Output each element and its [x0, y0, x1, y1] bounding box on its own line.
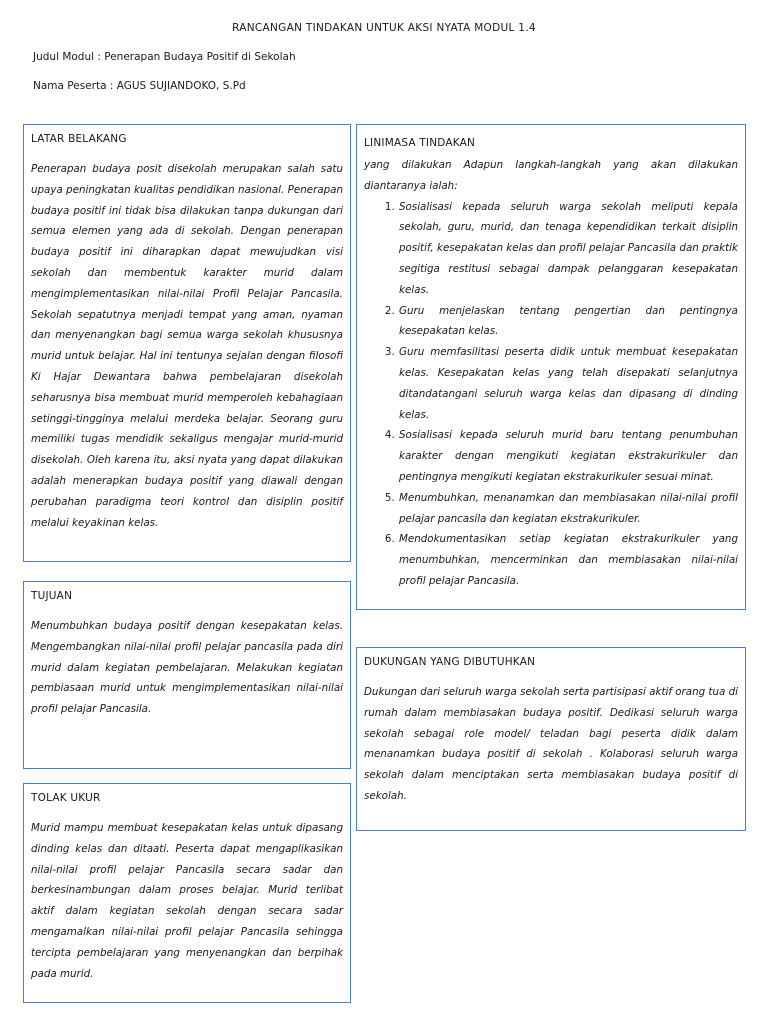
objective-text: Menumbuhkan budaya positif dengan kesepakatan kelas. Mengembangkan nilai-nilai profil pelajar pancasila pada diri murid dalam kegiatan pembelajaran. Melakukan kegiatan pembiasaan murid untuk mengimplementasikan nilai-nilai profil pelajar Pancasila. [31, 620, 343, 716]
action-steps-list [364, 197, 738, 592]
action-step: 4. Sosialisasi kepada seluruh murid baru tentang penumbuhan karakter dengan mengikuti kegiatan ekstrakurikuler dan pentingnya mengikuti kegiatan ekstrakurikuler sesuai minat. [398, 425, 738, 487]
success-criteria-heading: TOLAK UKUR [31, 792, 101, 804]
background-section [23, 124, 351, 562]
action-step: 1. Sosialisasi kepada seluruh warga sekolah meliputi kepala sekolah, guru, murid, dan tenaga kependidikan terkait disiplin positif, kesepakatan kelas dan profil pelajar Pancasila dan praktik segitiga restitusi sebagai dampak pelanggaran kesepakatan kelas. [398, 197, 738, 301]
success-criteria-section [23, 783, 351, 1003]
required-support-section [356, 647, 746, 831]
success-criteria-text: Murid mampu membuat kesepakatan kelas untuk dipasang dinding kelas dan ditaati. Peserta dapat mengaplikasikan nilai-nilai profil pelajar Pancasila secara sadar dan berkesinambungan dalam proses belajar. Murid terlibat aktif dalam kegiatan sekolah dengan secara sadar mengamalkan nilai-nilai profil pelajar Pancasila sehingga tercipta pembelajaran yang menyenangkan dan berpihak pada murid. [31, 822, 343, 980]
action-timeline-section [356, 124, 746, 610]
action-timeline-intro: yang dilakukan Adapun langkah-langkah yang akan dilakukan diantaranya ialah: [364, 159, 738, 192]
action-step: 5. Menumbuhkan, menanamkan dan membiasakan nilai-nilai profil pelajar pancasila dan kegiatan ekstrakurikuler. [398, 488, 738, 530]
action-step: 6. Mendokumentasikan setiap kegiatan ekstrakurikuler yang menumbuhkan, mencerminkan dan membiasakan nilai-nilai profil pelajar Pancasila. [398, 529, 738, 591]
action-step: 3. Guru memfasilitasi peserta didik untuk membuat kesepakatan kelas. Kesepakatan kelas yang telah disepakati selanjutnya ditandatangani seluruh warga kelas dan dipasang di dinding kelas. [398, 342, 738, 425]
document-title: RANCANGAN TINDAKAN UNTUK AKSI NYATA MODUL 1.4 [232, 22, 536, 34]
background-heading: LATAR BELAKANG [31, 133, 127, 145]
objective-section [23, 581, 351, 769]
action-timeline-heading: LINIMASA TINDAKAN [364, 137, 476, 149]
participant-name-line: Nama Peserta : AGUS SUJIANDOKO, S.Pd [33, 80, 246, 92]
action-step: 2. Guru menjelaskan tentang pengertian dan pentingnya kesepakatan kelas. [398, 301, 738, 343]
required-support-text: Dukungan dari seluruh warga sekolah serta partisipasi aktif orang tua di rumah dalam membiasakan budaya positif. Dedikasi seluruh warga sekolah sebagai role model/ teladan bagi peserta didik dalam menanamkan budaya positif di sekolah . Kolaborasi seluruh warga sekolah dalam menciptakan serta membiasakan budaya positif di sekolah. [364, 686, 738, 802]
objective-heading: TUJUAN [31, 590, 73, 602]
background-text: Penerapan budaya posit disekolah merupakan salah satu upaya peningkatan kualitas pendidikan nasional. Penerapan budaya positif ini tidak bisa dilakukan tanpa dukungan dari semua elemen yang ada di sekolah. Dengan penerapan budaya positif ini diharapkan dapat mewujudkan visi sekolah dan membentuk karakter murid dalam mengimplementasikan nilai-nilai Profil Pelajar Pancasila. Sekolah sepatutnya menjadi tempat yang aman, nyaman dan menyenangkan bagi semua warga sekolah khususnya murid untuk belajar. Hal ini tentunya sejalan dengan filosofi Ki Hajar Dewantara bahwa pembelajaran disekolah seharusnya bisa membuat murid memperoleh kebahagiaan setinggi-tingginya melalui merdeka belajar. Seorang guru memiliki tugas mendidik sekaligus mengajar murid-murid disekolah. Oleh karena itu, aksi nyata yang dapat dilakukan adalah menerapkan budaya positif yang diawali dengan perubahan paradigma teori kontrol dan disiplin positif melalui keyakinan kelas. [31, 163, 343, 529]
module-title-line: Judul Modul : Penerapan Budaya Positif di Sekolah [33, 51, 296, 63]
required-support-heading: DUKUNGAN YANG DIBUTUHKAN [364, 656, 536, 668]
